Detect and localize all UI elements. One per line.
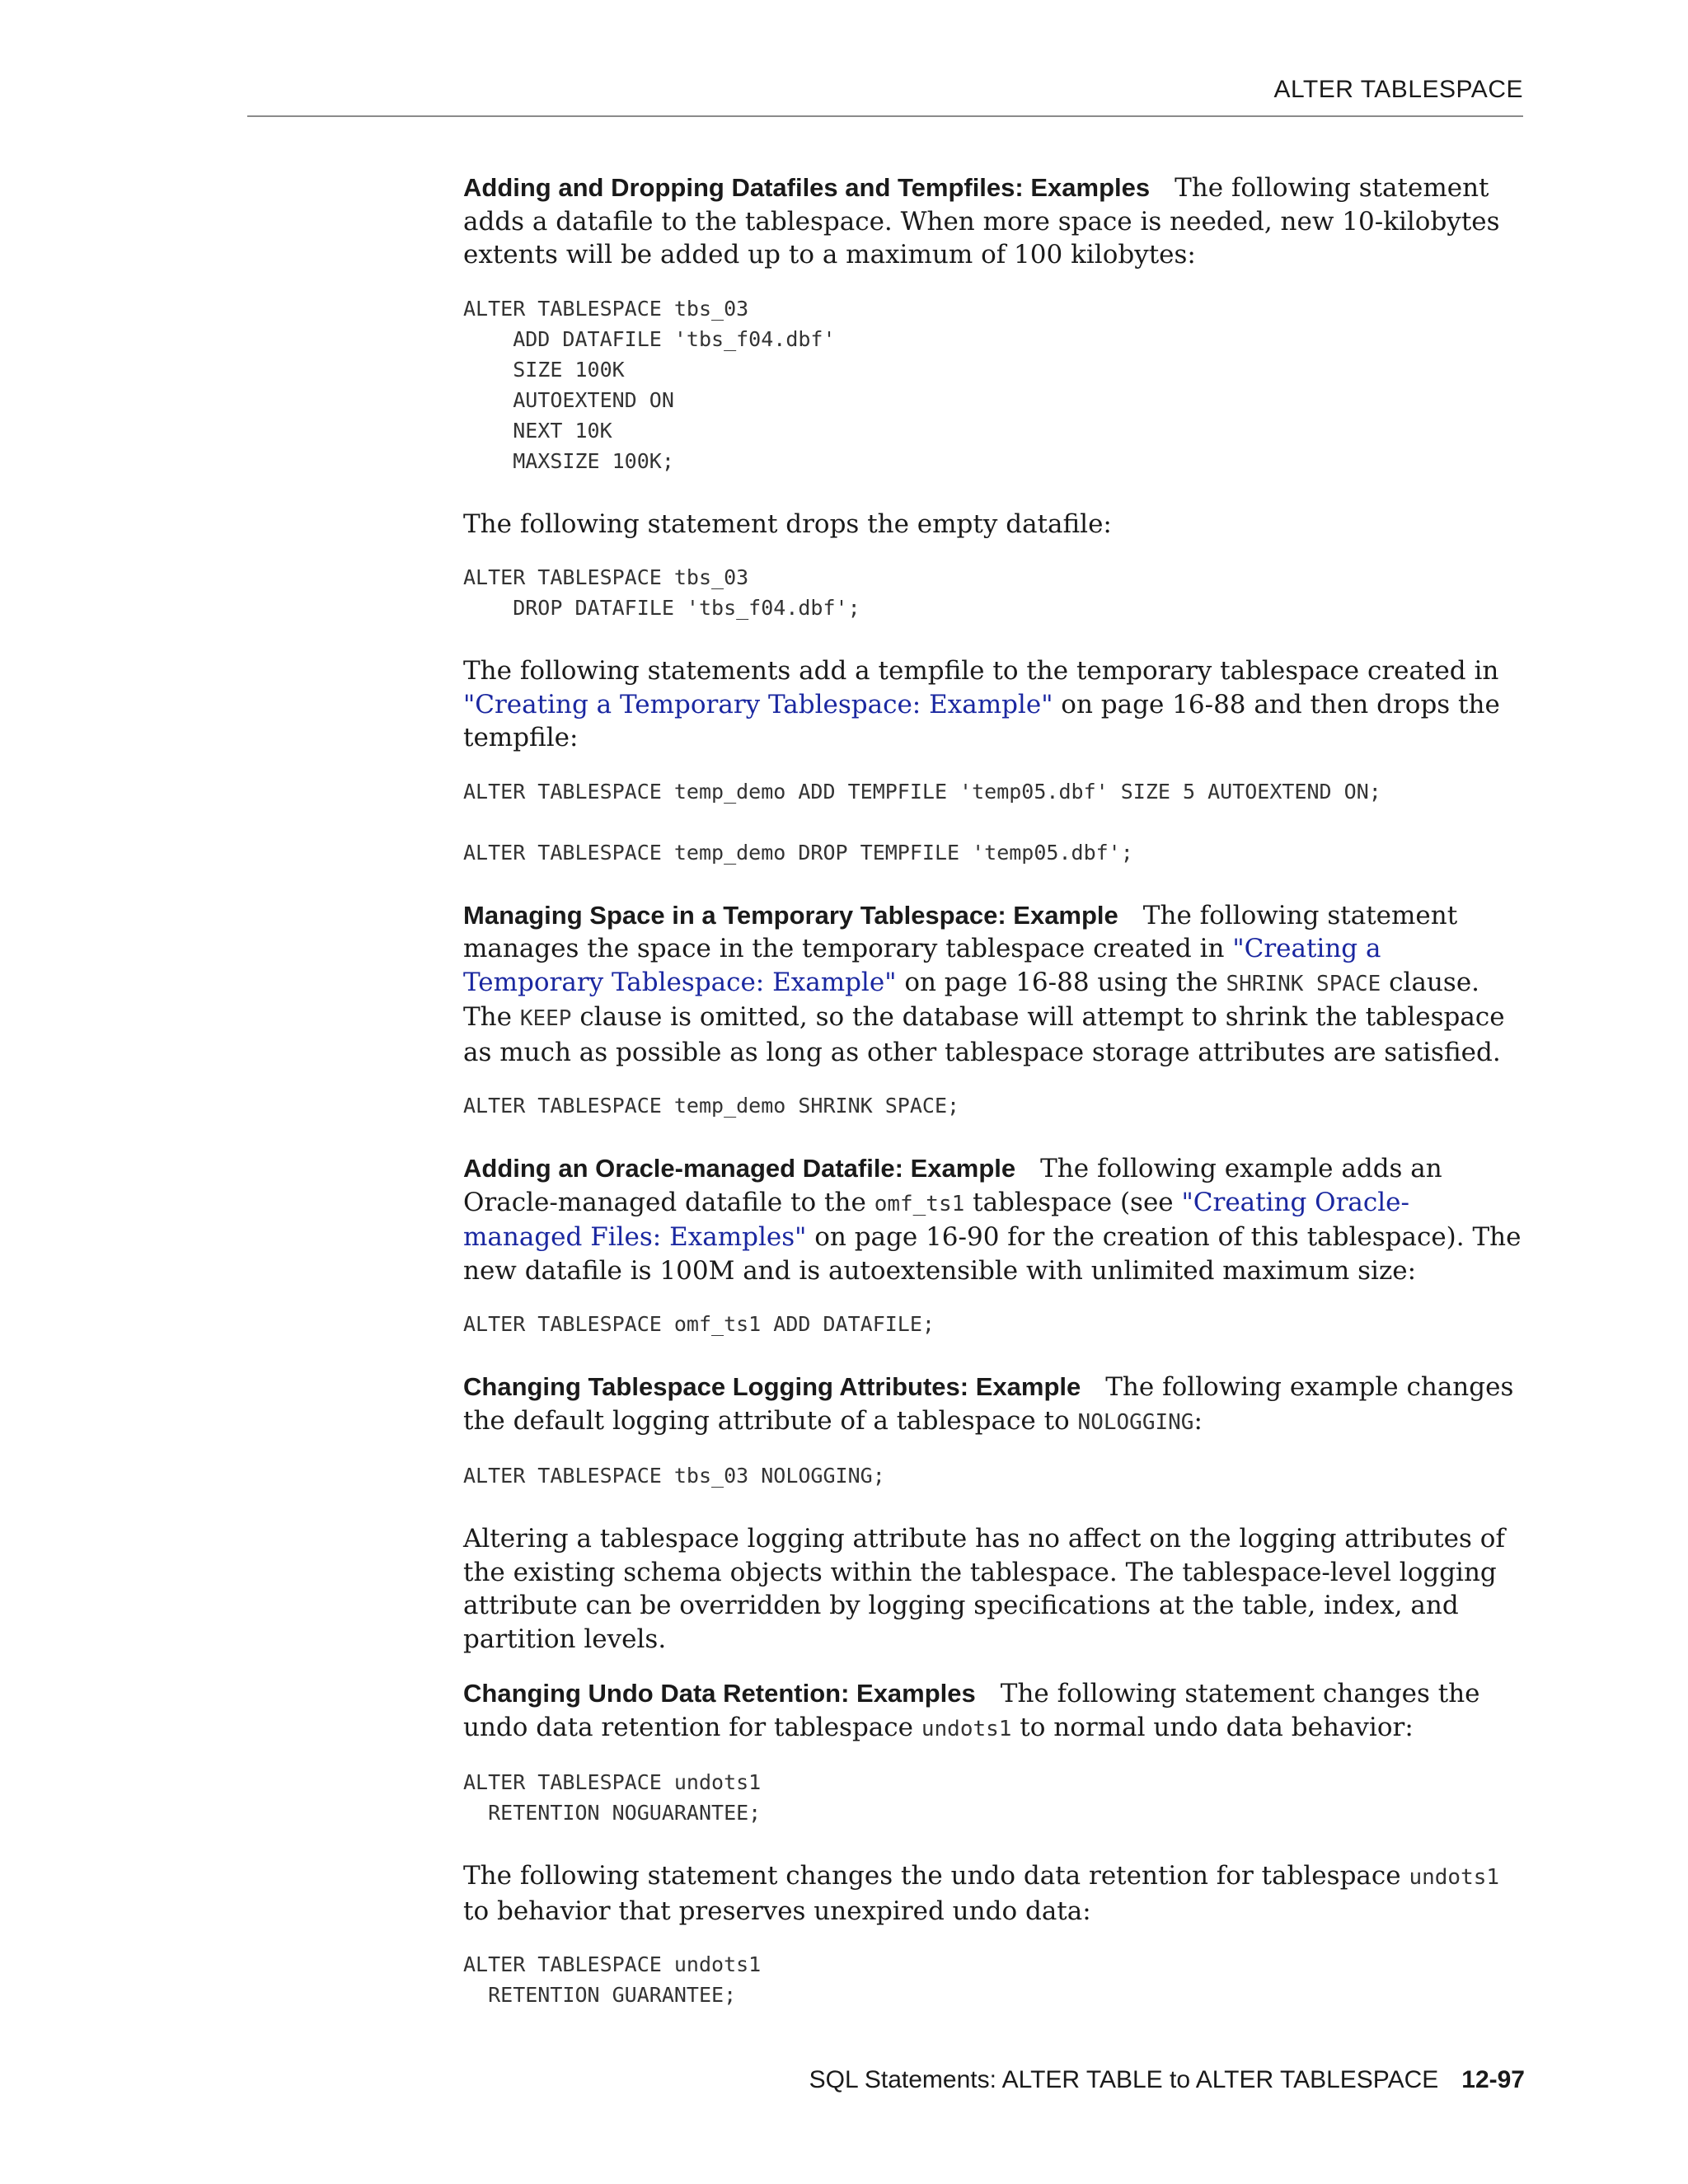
logging-note-paragraph: Altering a tablespace logging attribute has no affect on the logging attributes of the existing schema objects within the tablespace. The tablespace-level logging attribute can be overridden by logging specifications at the table, index, and partition levels. (463, 1524, 1505, 1654)
logging-paragraph (463, 1371, 1526, 1439)
datafiles-drop-code: ALTER TABLESPACE tbs_03 DROP DATAFILE 'tbs_f04.dbf'; (463, 565, 860, 620)
managing-text-4: clause is omitted, so the database will attempt to shrink the tablespace as much as possible as long as other tablespace storage attributes are satisfied. (463, 1002, 1505, 1067)
datafiles-add-code: ALTER TABLESPACE tbs_03 ADD DATAFILE 'tbs_f04.dbf' SIZE 100K AUTOEXTEND ON NEXT 10K MAXSIZE 100K; (463, 296, 836, 473)
undo-noguarantee-code: ALTER TABLESPACE undots1 RETENTION NOGUARANTEE; (463, 1770, 762, 1825)
header-rule (247, 115, 1523, 117)
drop-datafile-paragraph: The following statement drops the empty datafile: (463, 509, 1112, 539)
omf-code: ALTER TABLESPACE omf_ts1 ADD DATAFILE; (463, 1312, 935, 1336)
undo-text-1: The following statement changes the undo data retention for tablespace (463, 1679, 1480, 1742)
datafiles-text: The following statement adds a datafile to the tablespace. When more space is needed, new 10-kilobytes extents will be added up to a maximum of 100 kilobytes: (463, 173, 1500, 269)
omf-link[interactable]: "Creating Oracle-managed Files: Examples" (463, 1187, 1409, 1252)
datafiles-paragraph (463, 171, 1526, 272)
page-number: 12-97 (1461, 2066, 1525, 2093)
undo-guarantee-code: ALTER TABLESPACE undots1 RETENTION GUARANTEE; (463, 1952, 762, 2007)
tempfile-paragraph (463, 654, 1526, 755)
undo-text-2: to normal undo data behavior: (1011, 1712, 1414, 1742)
tempfile-text-2: on page 16-88 and then drops the tempfile: (463, 689, 1500, 752)
tempfile-code: ALTER TABLESPACE temp_demo ADD TEMPFILE 'temp05.dbf' SIZE 5 AUTOEXTEND ON; ALTER TABLESPACE temp_demo DROP TEMPFILE 'temp05.dbf'; (463, 779, 1381, 865)
omf-text-1: The following example adds an Oracle-managed datafile to the (463, 1154, 1442, 1217)
managing-heading: Managing Space in a Temporary Tablespace: Example (463, 900, 1118, 930)
page-footer (809, 2066, 1525, 2094)
undo-text-3: The following statement changes the undo data retention for tablespace (463, 1861, 1409, 1891)
omf-text-3: on page 16-90 for the creation of this tablespace). The new datafile is 100M and is autoextensible with unlimited maximum size: (463, 1222, 1522, 1286)
running-header: ALTER TABLESPACE (1273, 76, 1523, 103)
datafiles-heading: Adding and Dropping Datafiles and Tempfiles: Examples (463, 173, 1151, 202)
undots1-code-2: undots1 (1409, 1865, 1500, 1890)
undots1-code: undots1 (921, 1716, 1012, 1741)
managing-temp-link[interactable]: "Creating a Temporary Tablespace: Example" (463, 934, 1381, 997)
omf-heading: Adding an Oracle-managed Datafile: Example (463, 1154, 1016, 1183)
nologging-code: NOLOGGING (1077, 1409, 1194, 1435)
logging-text-2: : (1193, 1405, 1203, 1436)
logging-code: ALTER TABLESPACE tbs_03 NOLOGGING; (463, 1464, 885, 1488)
undo-paragraph (463, 1677, 1526, 1746)
managing-paragraph (463, 899, 1526, 1070)
footer-title: SQL Statements: ALTER TABLE to ALTER TABLESPACE (809, 2066, 1439, 2093)
undo-guarantee-paragraph (463, 1859, 1526, 1928)
managing-text-1: The following statement manages the space in the temporary tablespace created in (463, 900, 1458, 963)
managing-text-2: on page 16-88 using the (896, 967, 1226, 997)
logging-heading: Changing Tablespace Logging Attributes: Example (463, 1372, 1081, 1401)
managing-code: ALTER TABLESPACE temp_demo SHRINK SPACE; (463, 1094, 960, 1118)
omf-text-2: tablespace (see (964, 1187, 1182, 1217)
page-body (463, 171, 1526, 2041)
omf-ts-code: omf_ts1 (874, 1191, 965, 1216)
managing-text-3: clause. The (463, 967, 1480, 1032)
undo-text-4: to behavior that preserves unexpired undo data: (463, 1896, 1091, 1926)
logging-text-1: The following example changes the default logging attribute of a tablespace to (463, 1372, 1514, 1436)
omf-paragraph (463, 1152, 1526, 1287)
tempfile-text-1: The following statements add a tempfile to the temporary tablespace created in (463, 656, 1499, 686)
keep-code: KEEP (519, 1006, 572, 1031)
temp-tablespace-link[interactable]: "Creating a Temporary Tablespace: Example" (463, 689, 1053, 719)
shrink-space-code: SHRINK SPACE (1226, 971, 1381, 996)
undo-heading: Changing Undo Data Retention: Examples (463, 1679, 976, 1708)
